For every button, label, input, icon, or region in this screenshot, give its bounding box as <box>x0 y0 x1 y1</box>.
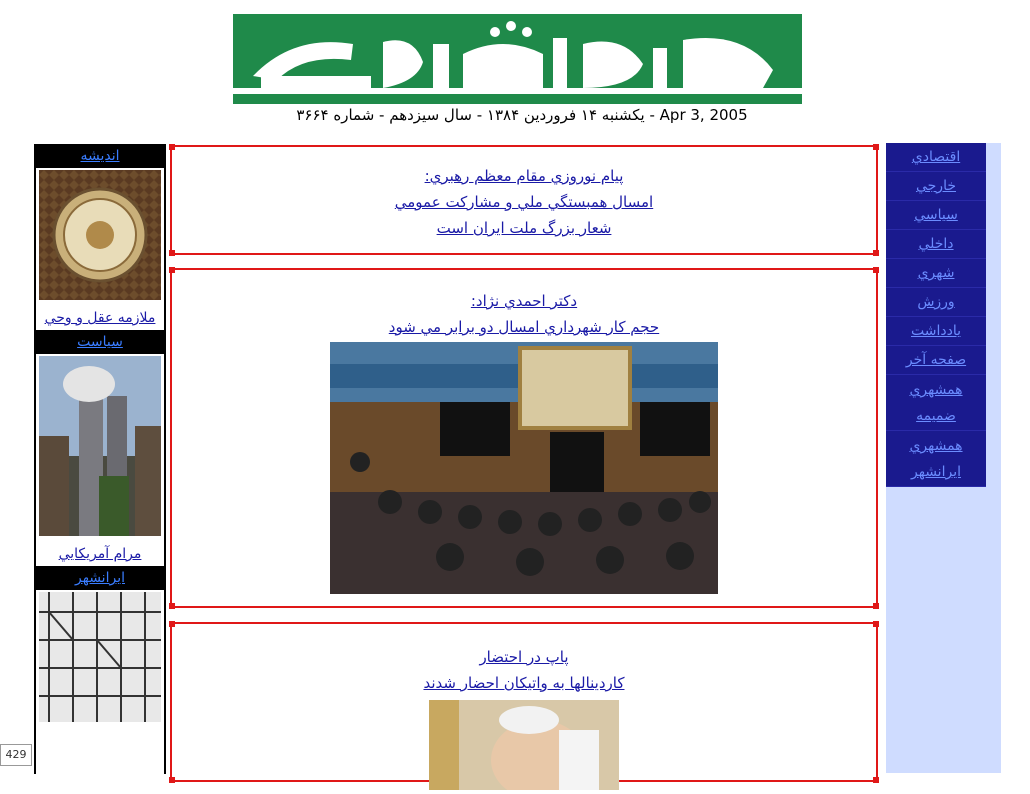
left-section-header-iranshahr[interactable]: ايرانشهر <box>36 566 164 590</box>
meeting-photo[interactable] <box>330 342 718 594</box>
headline-box-1 <box>170 145 878 255</box>
nav-hamshahri-iranshahr[interactable]: همشهري ايرانشهر <box>886 431 986 487</box>
city-tower-image[interactable] <box>39 356 161 540</box>
story1-line3[interactable]: شعار بزرگ ملت ايران است <box>436 219 612 237</box>
nav-hamshahri-zamimeh[interactable]: همشهري ضميمه <box>886 375 986 431</box>
nav-yaddasht[interactable]: يادداشت <box>886 317 986 346</box>
headline-box-2 <box>170 268 878 608</box>
nav-shahri[interactable]: شهري <box>886 259 986 288</box>
page-counter: 429 <box>0 744 32 766</box>
story2-line1[interactable]: دكتر احمدي نژاد: <box>470 292 578 310</box>
nav-dakheli[interactable]: داخلي <box>886 230 986 259</box>
nav-safhe-akhar[interactable]: صفحه آخر <box>886 346 986 375</box>
nav-khareji[interactable]: خارجي <box>886 172 986 201</box>
story3-line2[interactable]: كاردينالها به واتيكان احضار شدند <box>423 674 625 692</box>
ornament-image[interactable] <box>39 170 161 304</box>
nav-varzesh[interactable]: ورزش <box>886 288 986 317</box>
dateline: Apr 3, 2005 - يكشنبه ۱۴ فروردين ۱۳۸۴ - سال سيزدهم - شماره ۳۶۶۴ <box>296 106 748 124</box>
left-caption-1[interactable]: ملازمه عقل و وحي <box>44 310 156 326</box>
left-sidebar <box>34 144 166 774</box>
story1-line2[interactable]: امسال همبستگي ملي و مشاركت عمومي <box>394 193 654 211</box>
scaffolding-image[interactable] <box>39 592 161 726</box>
nav-siasi[interactable]: سياسي <box>886 201 986 230</box>
story3-line1[interactable]: پاپ در احتضار <box>479 648 569 666</box>
story1-line1[interactable]: پيام نوروزي مقام معظم رهبري: <box>424 167 624 185</box>
pope-photo[interactable] <box>429 700 619 790</box>
story2-line2[interactable]: حجم كار شهرداري امسال دو برابر مي شود <box>388 318 660 336</box>
left-caption-2[interactable]: مرام آمريكايي <box>58 546 142 562</box>
right-navigation-panel <box>886 143 1001 773</box>
nav-eghtesadi[interactable]: اقتصادي <box>886 143 986 172</box>
headline-box-3 <box>170 622 878 782</box>
newspaper-logo <box>233 14 802 104</box>
left-section-header-siasat[interactable]: سياست <box>36 330 164 354</box>
left-section-header-andisheh[interactable]: انديشه <box>36 144 164 168</box>
